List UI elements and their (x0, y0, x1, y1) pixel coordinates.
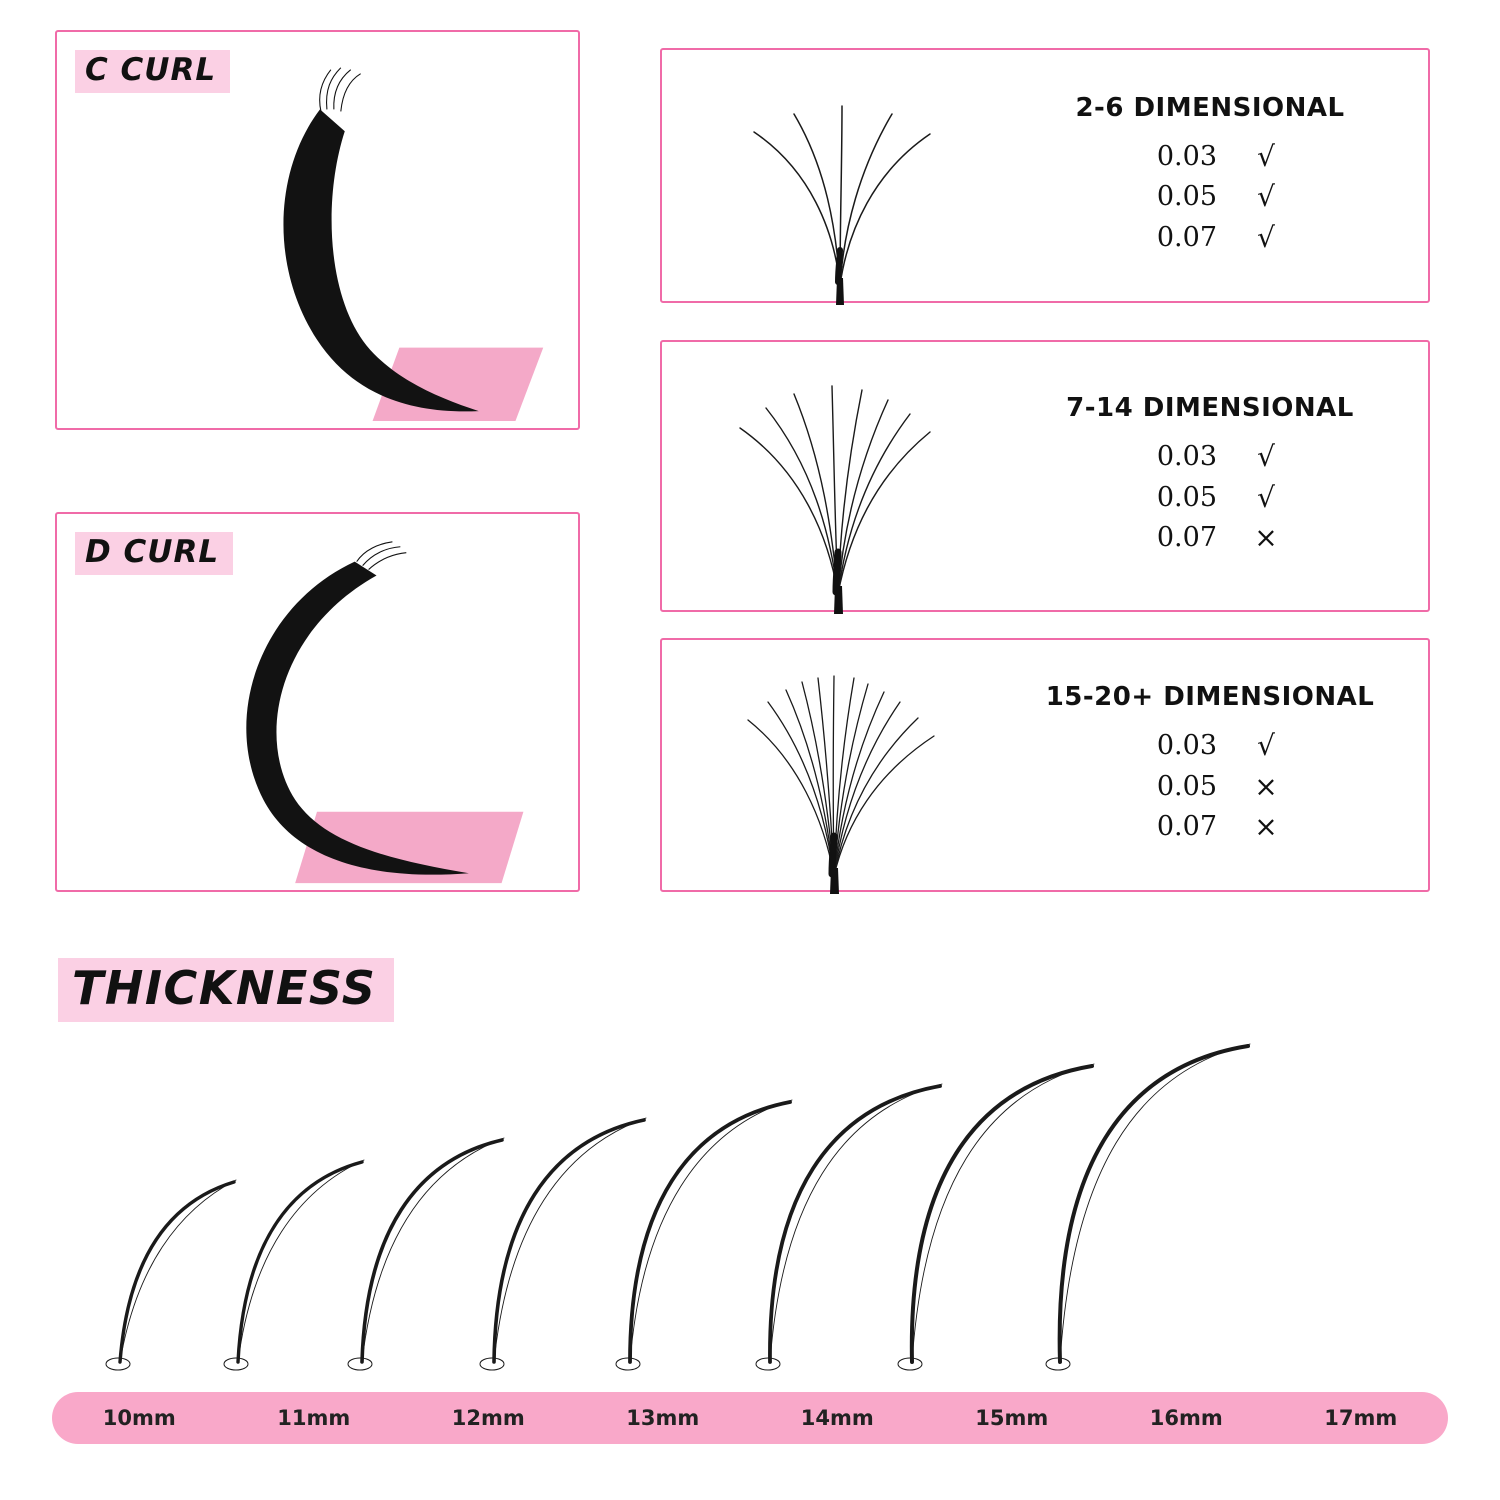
fan-svg-9-strand (662, 342, 1012, 614)
spec-value: 0.05 (1156, 481, 1217, 513)
dimension-info-2-6 (1012, 93, 1428, 259)
spec-mark-icon: × (1254, 810, 1278, 844)
spec-mark-icon: √ (1257, 440, 1275, 474)
spec-row (1139, 177, 1281, 218)
spec-value: 0.03 (1156, 441, 1217, 473)
spec-list (1139, 437, 1281, 559)
dimension-info-7-14 (1012, 393, 1428, 559)
spec-row (1139, 437, 1281, 478)
spec-mark-icon: √ (1257, 180, 1275, 214)
dimension-panel-15-20 (660, 638, 1430, 892)
spec-row (1139, 218, 1281, 259)
fan-svg-5-strand (662, 50, 1012, 305)
spec-mark-icon: √ (1257, 480, 1275, 514)
d-curl-label: D CURL (75, 532, 233, 575)
length-label: 11mm (277, 1406, 351, 1430)
length-label: 12mm (451, 1406, 525, 1430)
dimension-info-15-20 (1012, 682, 1428, 848)
spec-mark-icon: √ (1257, 220, 1275, 254)
fan-illustration-2-6 (662, 50, 1012, 301)
spec-row (1139, 726, 1281, 767)
spec-value: 0.07 (1156, 221, 1217, 253)
length-label: 13mm (626, 1406, 700, 1430)
length-label: 16mm (1149, 1406, 1223, 1430)
spec-row (1139, 518, 1281, 559)
spec-mark-icon: × (1254, 769, 1278, 803)
d-curl-panel (55, 512, 580, 892)
spec-row (1139, 137, 1281, 178)
spec-list (1139, 726, 1281, 848)
spec-value: 0.05 (1156, 770, 1217, 802)
length-label: 17mm (1324, 1406, 1398, 1430)
spec-mark-icon: √ (1257, 139, 1275, 173)
spec-value: 0.03 (1156, 140, 1217, 172)
fan-illustration-7-14 (662, 342, 1012, 610)
d-curl-tip-strands (357, 542, 407, 570)
spec-list (1139, 137, 1281, 259)
c-curl-label: C CURL (75, 50, 230, 93)
spec-value: 0.07 (1156, 811, 1217, 843)
length-scale-bar (52, 1392, 1448, 1444)
fan-svg-14-strand (662, 640, 1012, 894)
spec-row (1139, 767, 1281, 808)
spec-mark-icon: √ (1257, 729, 1275, 763)
dimension-title: 15-20+ DIMENSIONAL (1045, 682, 1375, 713)
spec-value: 0.05 (1156, 181, 1217, 213)
c-curl-tip-strands (320, 68, 361, 112)
dimension-title: 7-14 DIMENSIONAL (1066, 393, 1354, 424)
length-label: 15mm (975, 1406, 1049, 1430)
spec-row (1139, 478, 1281, 519)
spec-value: 0.07 (1156, 522, 1217, 554)
fan-illustration-15-20 (662, 640, 1012, 890)
dimension-panel-7-14 (660, 340, 1430, 612)
spec-mark-icon: × (1254, 521, 1278, 555)
thickness-heading: THICKNESS (58, 958, 394, 1022)
length-label: 14mm (800, 1406, 874, 1430)
c-curl-panel (55, 30, 580, 430)
length-label: 10mm (102, 1406, 176, 1430)
spec-row (1139, 807, 1281, 848)
spec-value: 0.03 (1156, 730, 1217, 762)
dimension-title: 2-6 DIMENSIONAL (1075, 92, 1345, 123)
lash-length-illustration (50, 1010, 1460, 1380)
dimension-panel-2-6 (660, 48, 1430, 303)
